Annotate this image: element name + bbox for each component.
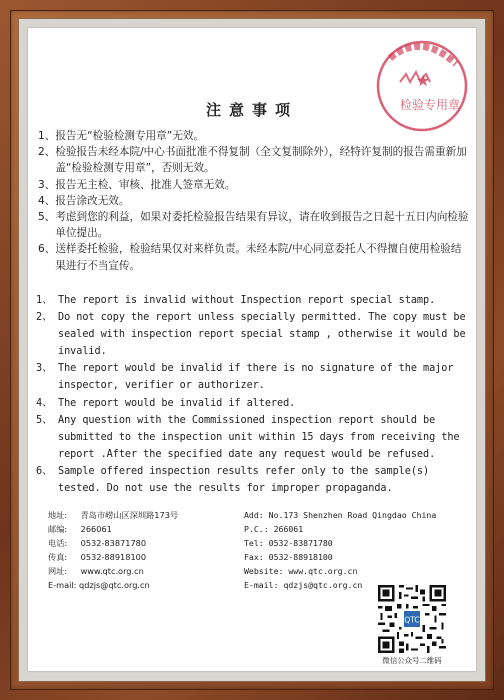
item-text: Any question with the Commissioned inspection report should be submitted to the inspection unit within 15 days from receiving the report .After the specified date any request would be refused. bbox=[58, 414, 460, 460]
list-item bbox=[36, 360, 472, 394]
item-text: The report would be invalid if altered. bbox=[58, 397, 296, 409]
address-row bbox=[244, 508, 444, 522]
address-label: Add: bbox=[244, 510, 264, 520]
item-text: The report is invalid without Inspection report special stamp. bbox=[58, 295, 436, 306]
item-number: 3、 bbox=[38, 178, 56, 191]
item-number: 1、 bbox=[38, 130, 56, 142]
phone-label: Tel: bbox=[244, 538, 264, 548]
address-label: 地址: bbox=[48, 510, 68, 520]
phone-label: 电话: bbox=[48, 538, 68, 548]
website-row bbox=[244, 564, 444, 578]
email-value: qdzjs@qtc.org.cn bbox=[79, 580, 150, 590]
postcode-row bbox=[244, 522, 444, 536]
email-value: qdzjs@qtc.org.cn bbox=[283, 580, 363, 590]
item-text: Sample offered inspection results refer only to the sample(s) tested. Do not use the results for improper propaganda. bbox=[58, 465, 430, 495]
item-number: 3、 bbox=[36, 363, 53, 375]
postcode-label: P.C.: bbox=[244, 524, 269, 534]
item-text: 报告无“检验检测专用章”无效。 bbox=[55, 130, 205, 142]
list-item bbox=[36, 292, 472, 309]
item-number: 4、 bbox=[38, 194, 56, 207]
phone-row bbox=[244, 536, 444, 550]
notice-title: 注意事项 bbox=[205, 101, 298, 119]
address-value: 青岛市崂山区深圳路173号 bbox=[80, 510, 179, 520]
qr-center-logo: QTC bbox=[404, 615, 420, 625]
phone-row bbox=[48, 536, 238, 550]
item-number: 2、 bbox=[38, 146, 56, 159]
email-label: E-mail: bbox=[48, 580, 77, 590]
english-notice-list bbox=[36, 292, 472, 497]
list-item bbox=[36, 463, 472, 497]
item-number: 2、 bbox=[36, 312, 53, 324]
fax-value: 0532-88918100 bbox=[80, 552, 147, 562]
email-row bbox=[48, 578, 238, 592]
svg-text:★: ★ bbox=[415, 71, 431, 90]
postcode-row bbox=[48, 522, 238, 536]
item-text: 报告涂改无效。 bbox=[55, 194, 130, 207]
website-label: 网址: bbox=[48, 566, 68, 576]
list-item bbox=[36, 309, 472, 360]
item-number: 5、 bbox=[38, 211, 56, 224]
list-item bbox=[38, 128, 470, 144]
list-item bbox=[38, 193, 470, 209]
item-text: Do not copy the report unless specially permitted. The copy must be sealed with inspection report special stamp , otherwise it would be invalid. bbox=[58, 312, 466, 358]
contact-info-chinese bbox=[48, 508, 238, 592]
item-number: 1、 bbox=[36, 295, 53, 306]
list-item bbox=[38, 177, 470, 193]
website-value: www.qtc.org.cn bbox=[80, 566, 144, 576]
postcode-value: 266061 bbox=[273, 524, 304, 534]
item-text: 考虑到您的利益，如果对委托检验报告结果有异议，请在收到报告之日起十五日内向检验单位提出。 bbox=[55, 211, 469, 240]
fax-label: Fax: bbox=[244, 552, 264, 562]
item-text: 报告无主检、审核、批准人签章无效。 bbox=[55, 178, 236, 191]
item-number: 6、 bbox=[38, 243, 56, 256]
item-text: 送样委托检验，检验结果仅对来样负责。未经本院/中心同意委托人不得擅自使用检验结果进行不当宣传。 bbox=[55, 243, 462, 272]
postcode-value: 266061 bbox=[80, 524, 112, 534]
contact-info-english bbox=[244, 508, 444, 592]
website-value: www.qtc.org.cn bbox=[288, 566, 358, 576]
fax-value: 0532-88918100 bbox=[268, 552, 333, 562]
item-text: The report would be invalid if there is no signature of the major inspector, verifier or authorizer. bbox=[58, 363, 454, 392]
list-item bbox=[38, 209, 470, 241]
postcode-label: 邮编: bbox=[48, 524, 68, 534]
notice-document bbox=[28, 28, 476, 671]
email-label: E-mail: bbox=[244, 580, 279, 590]
item-number: 5、 bbox=[36, 414, 53, 426]
address-value: No.173 Shenzhen Road Qingdao China bbox=[268, 510, 437, 520]
chinese-notice-list bbox=[38, 128, 470, 274]
item-number: 4、 bbox=[36, 397, 53, 409]
list-item bbox=[38, 241, 470, 273]
item-number: 6、 bbox=[36, 465, 53, 477]
phone-value: 0532-83871780 bbox=[80, 538, 147, 548]
wechat-qr-code bbox=[378, 585, 446, 653]
phone-value: 0532-83871780 bbox=[268, 538, 333, 548]
list-item bbox=[36, 412, 472, 463]
fax-row bbox=[48, 550, 238, 564]
address-row bbox=[48, 508, 238, 522]
fax-label: 传真: bbox=[48, 552, 68, 562]
item-text: 检验报告未经本院/中心书面批准不得复制（全文复制除外），经特许复制的报告需重新加盖“检验检测专用章”，否则无效。 bbox=[55, 146, 467, 175]
qr-caption: 微信公众号二维码 bbox=[382, 656, 442, 665]
fax-row bbox=[244, 550, 444, 564]
svg-text:检验专用章: 检验专用章 bbox=[399, 98, 461, 112]
list-item bbox=[36, 395, 472, 412]
website-row bbox=[48, 564, 238, 578]
list-item bbox=[38, 144, 470, 176]
website-label: Website: bbox=[244, 566, 284, 576]
